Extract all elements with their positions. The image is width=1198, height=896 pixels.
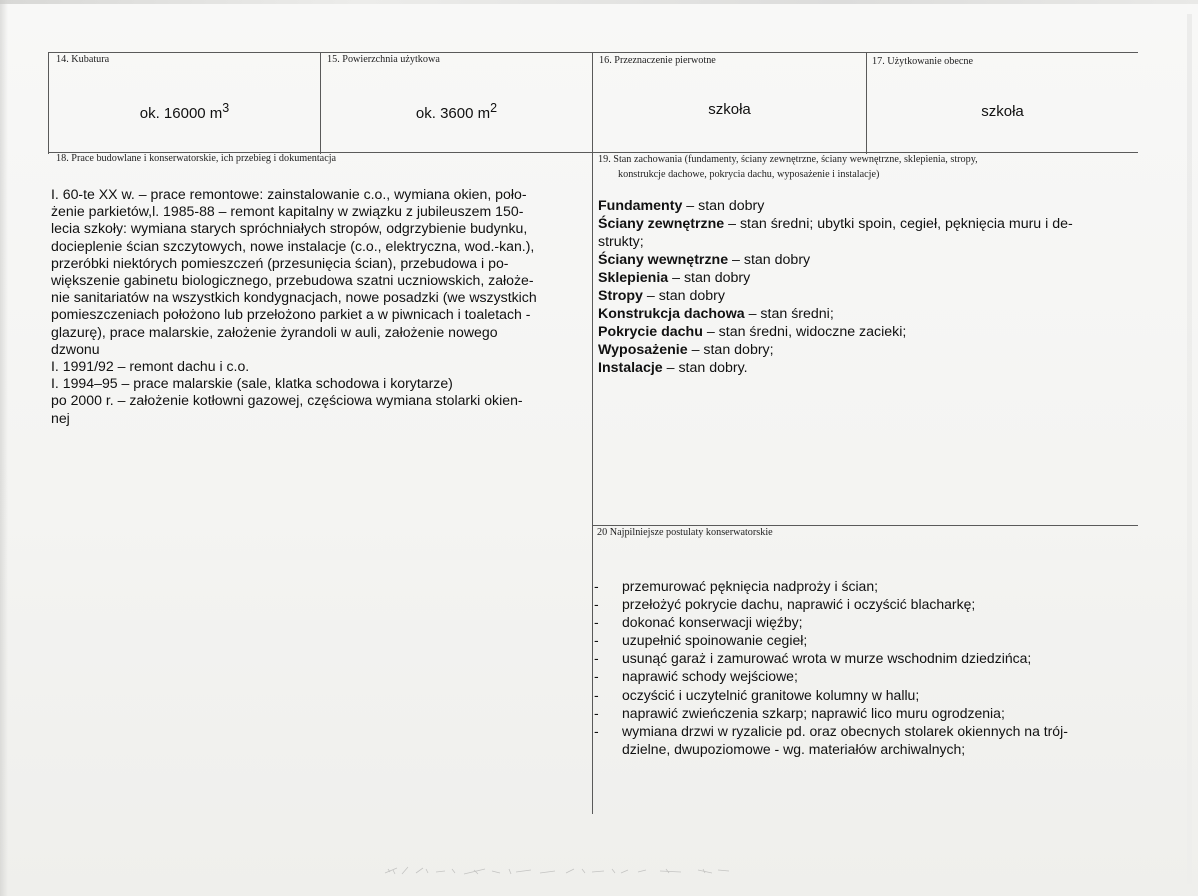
postulate-item-3: - dokonać konserwacji więźby; [594, 614, 803, 631]
field-15-label: 15. Powierzchnia użytkowa [327, 54, 440, 65]
postulate-item-2: - przełożyć pokrycie dachu, naprawić i oczyścić blacharkę; [594, 596, 976, 613]
field-15-value-unit-exponent: 2 [490, 101, 498, 115]
field-18-line-3: lecia szkoły: wymiana starych spróchniałych stropów, odgrzybienie budynku, [51, 220, 528, 237]
field-18-line-14: nej [51, 409, 70, 426]
field-18-line-13: po 2000 r. – założenie kotłowni gazowej, częściowa wymiana stolarki okien- [51, 392, 523, 409]
postulate-item-7: - oczyścić i uczytelnić granitowe kolumny w hallu; [594, 686, 920, 703]
postulate-item-9-line-1: wymiana drzwi w ryzalicie pd. oraz obecnych stolarek okiennych na trój- [622, 722, 1068, 739]
form-top-border [48, 52, 1138, 53]
field-18-line-6: większenie gabinetu biologicznego, przebudowa szatni uczniowskich, założe- [51, 272, 534, 289]
form-row-divider-20 [592, 525, 1138, 526]
postulate-item-5: - usunąć garaż i zamurować wrota w murze wschodnim dziedzińca; [594, 650, 1032, 667]
field-14-label: 14. Kubatura [56, 54, 110, 65]
scan-left-shadow [0, 0, 8, 896]
field-15-value-main: ok. 3600 m [415, 105, 491, 122]
state-internal-walls: Ściany wewnętrzne – stan dobry [598, 252, 811, 268]
state-external-walls-continued: strukty; [598, 234, 644, 250]
postulate-item-9-line-2: dzielne, dwupoziomowe - wg. materiałów archiwalnych; [622, 740, 966, 757]
field-18-line-9: glazurę), prace malarskie, założenie żyrandoli w auli, założenie nowego [51, 323, 498, 340]
scan-right-shadow [1187, 14, 1192, 884]
postulate-item-1: - przemurować pęknięcia nadproży i ścian; [594, 578, 879, 594]
state-equipment: Wyposażenie – stan dobry; [598, 342, 774, 358]
field-20-content [594, 577, 1134, 758]
field-19-label-line-1: 19. Stan zachowania (fundamenty, ściany zewnętrzne, ściany wewnętrzne, sklepienia, stropy, [598, 154, 978, 165]
field-19-content [598, 197, 1138, 377]
field-17-label: 17. Użytkowanie obecne [872, 56, 973, 67]
field-19-label-line-2: konstrukcje dachowe, pokrycia dachu, wyposażenie i instalacje) [618, 169, 880, 180]
state-ceilings: Stropy – stan dobry [598, 288, 725, 304]
state-roof-covering: Pokrycie dachu – stan średni, widoczne zacieki; [598, 324, 907, 340]
state-installations: Instalacje – stan dobry. [598, 360, 748, 376]
field-18-line-11: I. 1991/92 – remont dachu i c.o. [51, 358, 250, 375]
field-16-value: szkoła [708, 101, 751, 118]
postulate-item-4: - uzupełnić spoinowanie cegieł; [594, 632, 808, 649]
postulate-item-6: - naprawić schody wejściowe; [594, 668, 798, 685]
field-14-value [49, 99, 320, 123]
field-18-line-4: docieplenie ścian szczytowych, nowe instalacje (c.o., elektryczna, wod.-kan.), [51, 237, 535, 254]
field-18-line-10: dzwonu [51, 340, 100, 357]
field-18-label: 18. Prace budowlane i konserwatorskie, ich przebieg i dokumentacja [56, 153, 337, 164]
field-14-value-unit-exponent: 3 [222, 101, 230, 115]
field-18-content [51, 186, 588, 427]
scan-top-edge [0, 0, 1198, 4]
field-18-line-2: żenie parkietów,l. 1985-88 – remont kapitalny w związku z jubileuszem 150- [51, 203, 524, 220]
form-divider-main [592, 52, 593, 814]
field-18-line-1: I. 60-te XX w. – prace remontowe: zainstalowanie c.o., wymiana okien, poło- [51, 186, 527, 202]
field-14-value-main: ok. 16000 m [139, 105, 223, 122]
field-18-line-12: I. 1994–95 – prace malarskie (sale, klatka schodowa i korytarze) [51, 375, 453, 392]
field-18-line-5: przeróbki niektórych pomieszczeń (przesunięcia ścian), przebudowa i po- [51, 254, 509, 271]
state-roof-structure: Konstrukcja dachowa – stan średni; [598, 306, 834, 322]
field-17-value: szkoła [981, 103, 1024, 120]
field-15-value [321, 99, 592, 123]
field-20-label: 20 Najpilniejsze postulaty konserwatorskie [597, 527, 773, 538]
field-18-line-7: nie sanitariatów na wszystkich kondygnacjach, nowe posadzki (we wszystkich [51, 289, 537, 306]
field-16-label: 16. Przeznaczenie pierwotne [599, 55, 716, 66]
state-foundations: Fundamenty – stan dobry [598, 198, 765, 214]
state-vaults: Sklepienia – stan dobry [598, 270, 751, 286]
state-external-walls: Ściany zewnętrzne – stan średni; ubytki spoin, cegieł, pęknięcia muru i de- [598, 216, 1073, 232]
postulate-item-8: - naprawić zwieńczenia szkarp; naprawić lico muru ogrodzenia; [594, 704, 1005, 721]
scan-noise-marks [380, 861, 735, 878]
postulate-item-9: - wymiana drzwi w ryzalicie pd. oraz obecnych stolarek okiennych na trój- dzielne, dwupoziomowe - wg. materiałów archiwalnych; [594, 722, 1134, 758]
field-18-line-8: pomieszczeniach położono lub przełożono parkiet a w piwnicach i toaletach - [51, 306, 531, 323]
